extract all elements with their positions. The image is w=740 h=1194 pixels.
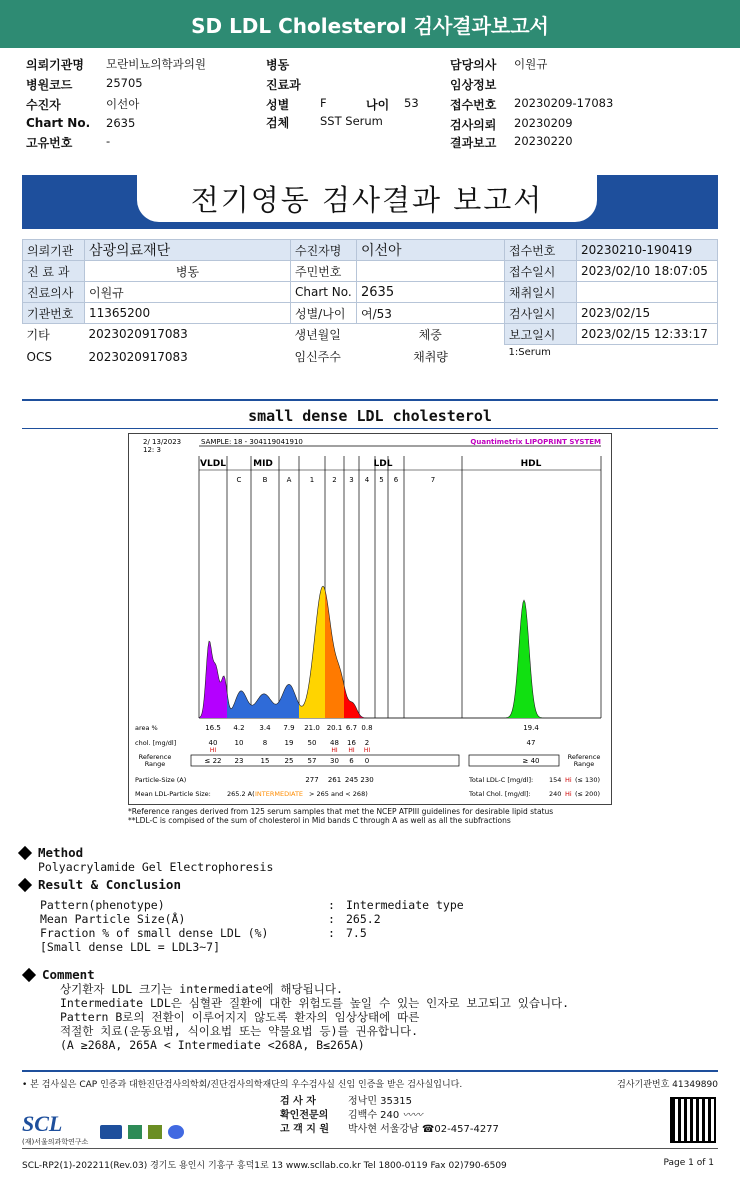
area-value: 21.0 xyxy=(304,724,320,732)
chart-sample: SAMPLE: 18 - 304119041910 xyxy=(201,438,303,446)
chart-time: 12: 3 xyxy=(143,446,161,454)
psize-value: 245 xyxy=(344,776,359,784)
group-label: LDL xyxy=(373,459,393,469)
doctor-value: 이원규 xyxy=(514,57,548,71)
amount-label: 채취량 xyxy=(413,350,448,364)
diamond-icon xyxy=(18,846,32,860)
ref-label-right: Reference xyxy=(567,753,601,761)
specimen-value: SST Serum xyxy=(320,114,383,128)
instcode-label: 기관번호 xyxy=(23,303,85,324)
psize-value: 277 xyxy=(305,776,319,784)
ref-value: 57 xyxy=(307,757,317,765)
tester-value: 정낙민 35315 xyxy=(348,1096,412,1107)
chol-value: 48 xyxy=(330,739,339,747)
cert-text: • 본 검사실은 CAP 인증과 대한진단검사의학회/진단검사의학재단의 우수검사실 신임 인증을 받은 검사실입니다. xyxy=(22,1080,463,1090)
rrn-label: 주민번호 xyxy=(291,261,357,282)
hdl-fill xyxy=(462,600,601,718)
comment-section xyxy=(20,968,720,1052)
chart-label: Chart No. xyxy=(26,116,91,130)
total-ldl-ref: (≤ 130) xyxy=(575,776,600,784)
patient-value: 이선아 xyxy=(106,97,140,111)
confirm-doctor-label: 확인전문의 xyxy=(280,1110,329,1121)
note-line: **LDL-C is compised of the sum of cholesterol in Mid bands C through A as well as all the subfractions xyxy=(128,816,511,825)
area-value: 16.5 xyxy=(205,724,221,732)
chol-value: 16 xyxy=(347,739,356,747)
chol-value: 50 xyxy=(307,739,317,747)
etc-label: 기타 xyxy=(26,327,50,342)
band-label: B xyxy=(262,476,268,484)
lipoprint-chart xyxy=(128,433,612,805)
reportdate-label: 보고일시 xyxy=(505,324,577,345)
logo-subtext: (재)서울의과학연구소 xyxy=(22,1138,89,1146)
method-heading: Method xyxy=(38,845,84,860)
hospital-value: 모란비뇨의학과의원 xyxy=(106,57,206,71)
chol-value: 10 xyxy=(234,739,244,747)
age-label: 나이 xyxy=(366,98,390,112)
ref-value: 15 xyxy=(260,757,270,765)
ocs-value: 2023020917083 xyxy=(88,349,188,364)
ref-box xyxy=(469,755,559,766)
group-label: HDL xyxy=(520,459,542,469)
support-value: 박사현 서울강남 ☎02-457-4277 xyxy=(348,1124,499,1135)
ward-label: 병동 xyxy=(266,58,290,72)
diamond-icon xyxy=(18,878,32,892)
hospital-label: 의뢰기관명 xyxy=(26,58,84,72)
testdate-label: 검사일시 xyxy=(505,303,577,324)
sex-value: F xyxy=(320,96,327,110)
clinical-label: 임상정보 xyxy=(450,78,497,92)
area-value: 7.9 xyxy=(283,724,295,732)
ref-value: ≥ 40 xyxy=(522,757,540,765)
chol-value: 47 xyxy=(526,739,536,747)
result-key: Pattern(phenotype) xyxy=(40,898,165,912)
recv-label: 접수번호 xyxy=(450,98,497,112)
report-date-label: 결과보고 xyxy=(450,136,497,150)
ref-value: ≤ 22 xyxy=(204,757,222,765)
ref-box xyxy=(191,755,459,766)
area-label: area % xyxy=(135,724,158,732)
psize-label: Particle-Size (A) xyxy=(135,776,187,784)
group-label: MID xyxy=(253,459,273,469)
ref-value: 30 xyxy=(330,757,339,765)
patient-name-label: 수진자명 xyxy=(291,240,357,261)
chart-field-label: Chart No. xyxy=(291,282,357,303)
ref-value: 6 xyxy=(349,757,354,765)
ref-value: 25 xyxy=(284,757,294,765)
area-value: 20.1 xyxy=(326,724,343,732)
total-chol-label: Total Chol. [mg/dl]: xyxy=(469,790,531,798)
support-label: 고 객 지 원 xyxy=(280,1124,330,1135)
band-label: C xyxy=(236,476,242,484)
badge-icon xyxy=(168,1125,184,1139)
ref-label: Range xyxy=(144,760,166,768)
cap-badge-icon xyxy=(100,1125,122,1139)
area-value: 19.4 xyxy=(523,724,539,732)
badge-icon xyxy=(148,1125,162,1139)
method-section xyxy=(20,846,273,874)
chol-value: 2 xyxy=(364,739,370,747)
divider xyxy=(22,428,718,429)
result-key: Mean Particle Size(Å) xyxy=(40,912,186,926)
total-chol-value: 240 xyxy=(549,790,562,798)
footer xyxy=(22,1077,718,1146)
ldl1-fill xyxy=(299,586,325,718)
dept-label: 진료과 xyxy=(266,78,301,92)
result-section: Result & Conclusion Pattern(phenotype) : Intermediate type Mean Particle Size(Å) : 265.2 Fraction % of small dense LDL (%) : 7.5 [Small dense LDL = LDL3~7] xyxy=(20,878,720,954)
doctor-label: 담당의사 xyxy=(450,58,497,72)
comment-line: Pattern B로의 전환이 이루어지지 않도록 환자의 임상상태에 따른 xyxy=(60,1010,420,1024)
total-chol-ref: (≤ 200) xyxy=(575,790,600,798)
birth-label: 생년월일 xyxy=(294,327,341,342)
comment-line: 상기환자 LDL 크기는 intermediate에 해당됩니다. xyxy=(60,982,343,996)
rrn-value xyxy=(357,261,505,282)
area-value: 0.8 xyxy=(361,724,373,732)
signature-icon: 〰〰 xyxy=(402,1110,423,1121)
card-title: 전기영동 검사결과 보고서 xyxy=(137,175,597,222)
doctor-field-value: 이원규 xyxy=(85,282,291,303)
etc-value: 2023020917083 xyxy=(88,327,188,342)
recvno-value: 20230210-190419 xyxy=(577,240,718,261)
address-text: SCL-RP2(1)-202211(Rev.03) 경기도 용인시 기흥구 흥덕1로 13 www.scllab.co.kr Tel 1800-0119 Fax 02)790-6509 xyxy=(22,1161,507,1171)
patient-label: 수진자 xyxy=(26,98,61,112)
uid-label: 고유번호 xyxy=(26,136,73,150)
ref-value: 23 xyxy=(234,757,244,765)
band-label: 3 xyxy=(349,476,354,484)
total-ldl-flag: Hi xyxy=(565,776,572,784)
age-value: 53 xyxy=(404,96,419,110)
band-label: A xyxy=(286,476,292,484)
result-key: Fraction % of small dense LDL (%) xyxy=(40,926,269,940)
ldl3-fill xyxy=(344,685,359,718)
band-label: 6 xyxy=(393,476,399,484)
patient-name-value: 이선아 xyxy=(357,240,505,261)
page-number: Page 1 of 1 xyxy=(663,1158,714,1168)
sample-note: 1:Serum xyxy=(508,347,551,358)
psize-value: 230 xyxy=(360,776,374,784)
cert-badges xyxy=(100,1125,184,1139)
hi-flag: HI xyxy=(363,747,371,754)
area-value: 4.2 xyxy=(233,724,245,732)
band-label: 2 xyxy=(332,476,337,484)
comment-line: 적절한 치료(운동요법, 식이요법 또는 약물요법 등)를 권유합니다. xyxy=(60,1024,419,1038)
total-chol-flag: Hi xyxy=(565,790,572,798)
req-label: 검사의뢰 xyxy=(450,118,497,132)
badge-icon xyxy=(128,1125,142,1139)
band-label: 5 xyxy=(379,476,384,484)
chol-value: 19 xyxy=(284,739,294,747)
mean-size-label: Mean LDL-Particle Size: xyxy=(135,790,211,798)
chart-notes xyxy=(128,807,648,825)
collect-value xyxy=(577,282,718,303)
ref-value: 0 xyxy=(364,757,370,765)
hi-flag: HI xyxy=(331,747,338,754)
collect-label: 채취일시 xyxy=(505,282,577,303)
chart-system: Quantimetrix LIPOPRINT SYSTEM xyxy=(470,438,601,446)
tester-label: 검 사 자 xyxy=(280,1096,316,1107)
doctor-field-label: 진료의사 xyxy=(23,282,85,303)
sex-label: 성별 xyxy=(266,98,290,112)
specimen-label: 검체 xyxy=(266,116,290,130)
divider xyxy=(22,1148,718,1149)
result-heading: Result & Conclusion xyxy=(38,877,181,892)
ldl2-fill xyxy=(325,590,344,718)
sexage-value: 여/53 xyxy=(357,303,505,324)
result-value: Intermediate type xyxy=(346,898,464,912)
ldl4-fill xyxy=(359,714,375,718)
mean-size-value: 265.2 A( xyxy=(227,790,255,798)
electrophoresis-report xyxy=(22,175,718,865)
qr-code-icon xyxy=(672,1099,714,1141)
code-label: 병원코드 xyxy=(26,78,73,92)
signatures xyxy=(280,1095,499,1137)
code-value: 25705 xyxy=(106,76,143,90)
total-ldl-label: Total LDL-C [mg/dl]: xyxy=(469,776,534,784)
recvdate-value: 2023/02/10 18:07:05 xyxy=(577,261,718,282)
hi-flag: HI xyxy=(209,747,217,754)
section-subtitle: small dense LDL cholesterol xyxy=(248,407,492,425)
reportdate-value: 2023/02/15 12:33:17 xyxy=(577,324,718,345)
uid-value: - xyxy=(106,134,111,148)
area-value: 3.4 xyxy=(259,724,271,732)
dept-field-label: 진 료 과 xyxy=(23,261,85,282)
testdate-value: 2023/02/15 xyxy=(577,303,718,324)
req-value: 20230209 xyxy=(514,116,573,130)
instcode-value: 11365200 xyxy=(85,303,291,324)
report-title-bar xyxy=(0,0,740,48)
org-label: 의뢰기관 xyxy=(23,240,85,261)
mid-fill xyxy=(227,684,299,718)
recvdate-label: 접수일시 xyxy=(505,261,577,282)
hi-flag: HI xyxy=(348,747,355,754)
diamond-icon xyxy=(22,968,36,982)
recvno-label: 접수번호 xyxy=(505,240,577,261)
band-label: 1 xyxy=(309,476,315,484)
chol-value: 8 xyxy=(262,739,268,747)
bottom-line xyxy=(22,1158,718,1171)
preg-label: 임신주수 xyxy=(294,350,341,364)
comment-line: Intermediate LDL은 심혈관 질환에 대한 위험도를 높일 수 있는 인자로 보고되고 있습니다. xyxy=(60,996,570,1010)
result-value: 7.5 xyxy=(346,926,367,940)
ref-label-right: Range xyxy=(573,760,595,768)
ref-label: Reference xyxy=(138,753,172,761)
band-label: 4 xyxy=(364,476,370,484)
report-date-value: 20230220 xyxy=(514,134,573,148)
result-value: 265.2 xyxy=(346,912,381,926)
chart-field-value: 2635 xyxy=(357,282,505,303)
lipoprint-svg xyxy=(129,434,611,804)
weight-label: 체중 xyxy=(418,327,442,342)
total-ldl-value: 154 xyxy=(549,776,562,784)
report-title: SD LDL Cholesterol 검사결과보고서 xyxy=(191,13,549,38)
band-label: 7 xyxy=(430,476,436,484)
recv-value: 20230209-17083 xyxy=(514,96,614,110)
chart-value: 2635 xyxy=(106,116,136,130)
group-label: VLDL xyxy=(200,459,226,469)
sexage-label: 성별/나이 xyxy=(291,303,357,324)
result-note: [Small dense LDL = LDL3~7] xyxy=(40,940,221,954)
psize-value: 261 xyxy=(327,776,342,784)
info-table xyxy=(22,239,718,369)
ward-field-label: 병동 xyxy=(85,261,291,282)
mean-size-category: INTERMEDIATE xyxy=(255,790,304,798)
note-line: *Reference ranges derived from 125 serum samples that met the NCEP ATPIII guidelines for desirable lipid status xyxy=(128,807,554,816)
comment-line: (A ≥268A, 265A < Intermediate <268A, B≤265A) xyxy=(60,1038,365,1052)
logo-text: SCL xyxy=(22,1111,63,1136)
area-value: 6.7 xyxy=(345,724,358,732)
chol-label: chol. [mg/dl] xyxy=(135,739,177,747)
comment-heading: Comment xyxy=(42,967,95,982)
inst-no: 검사기관번호 41349890 xyxy=(617,1080,718,1090)
method-text: Polyacrylamide Gel Electrophoresis xyxy=(38,860,274,874)
chart-date: 2/ 13/2023 xyxy=(143,438,182,446)
chol-value: 40 xyxy=(208,739,218,747)
org-value: 삼광의료재단 xyxy=(85,240,291,261)
mean-size-ref: > 265 and < 268) xyxy=(309,790,368,798)
ocs-label: OCS xyxy=(26,349,52,364)
divider xyxy=(22,399,718,401)
divider xyxy=(22,1070,718,1072)
confirm-doctor-value: 김백수 240 xyxy=(348,1110,400,1121)
